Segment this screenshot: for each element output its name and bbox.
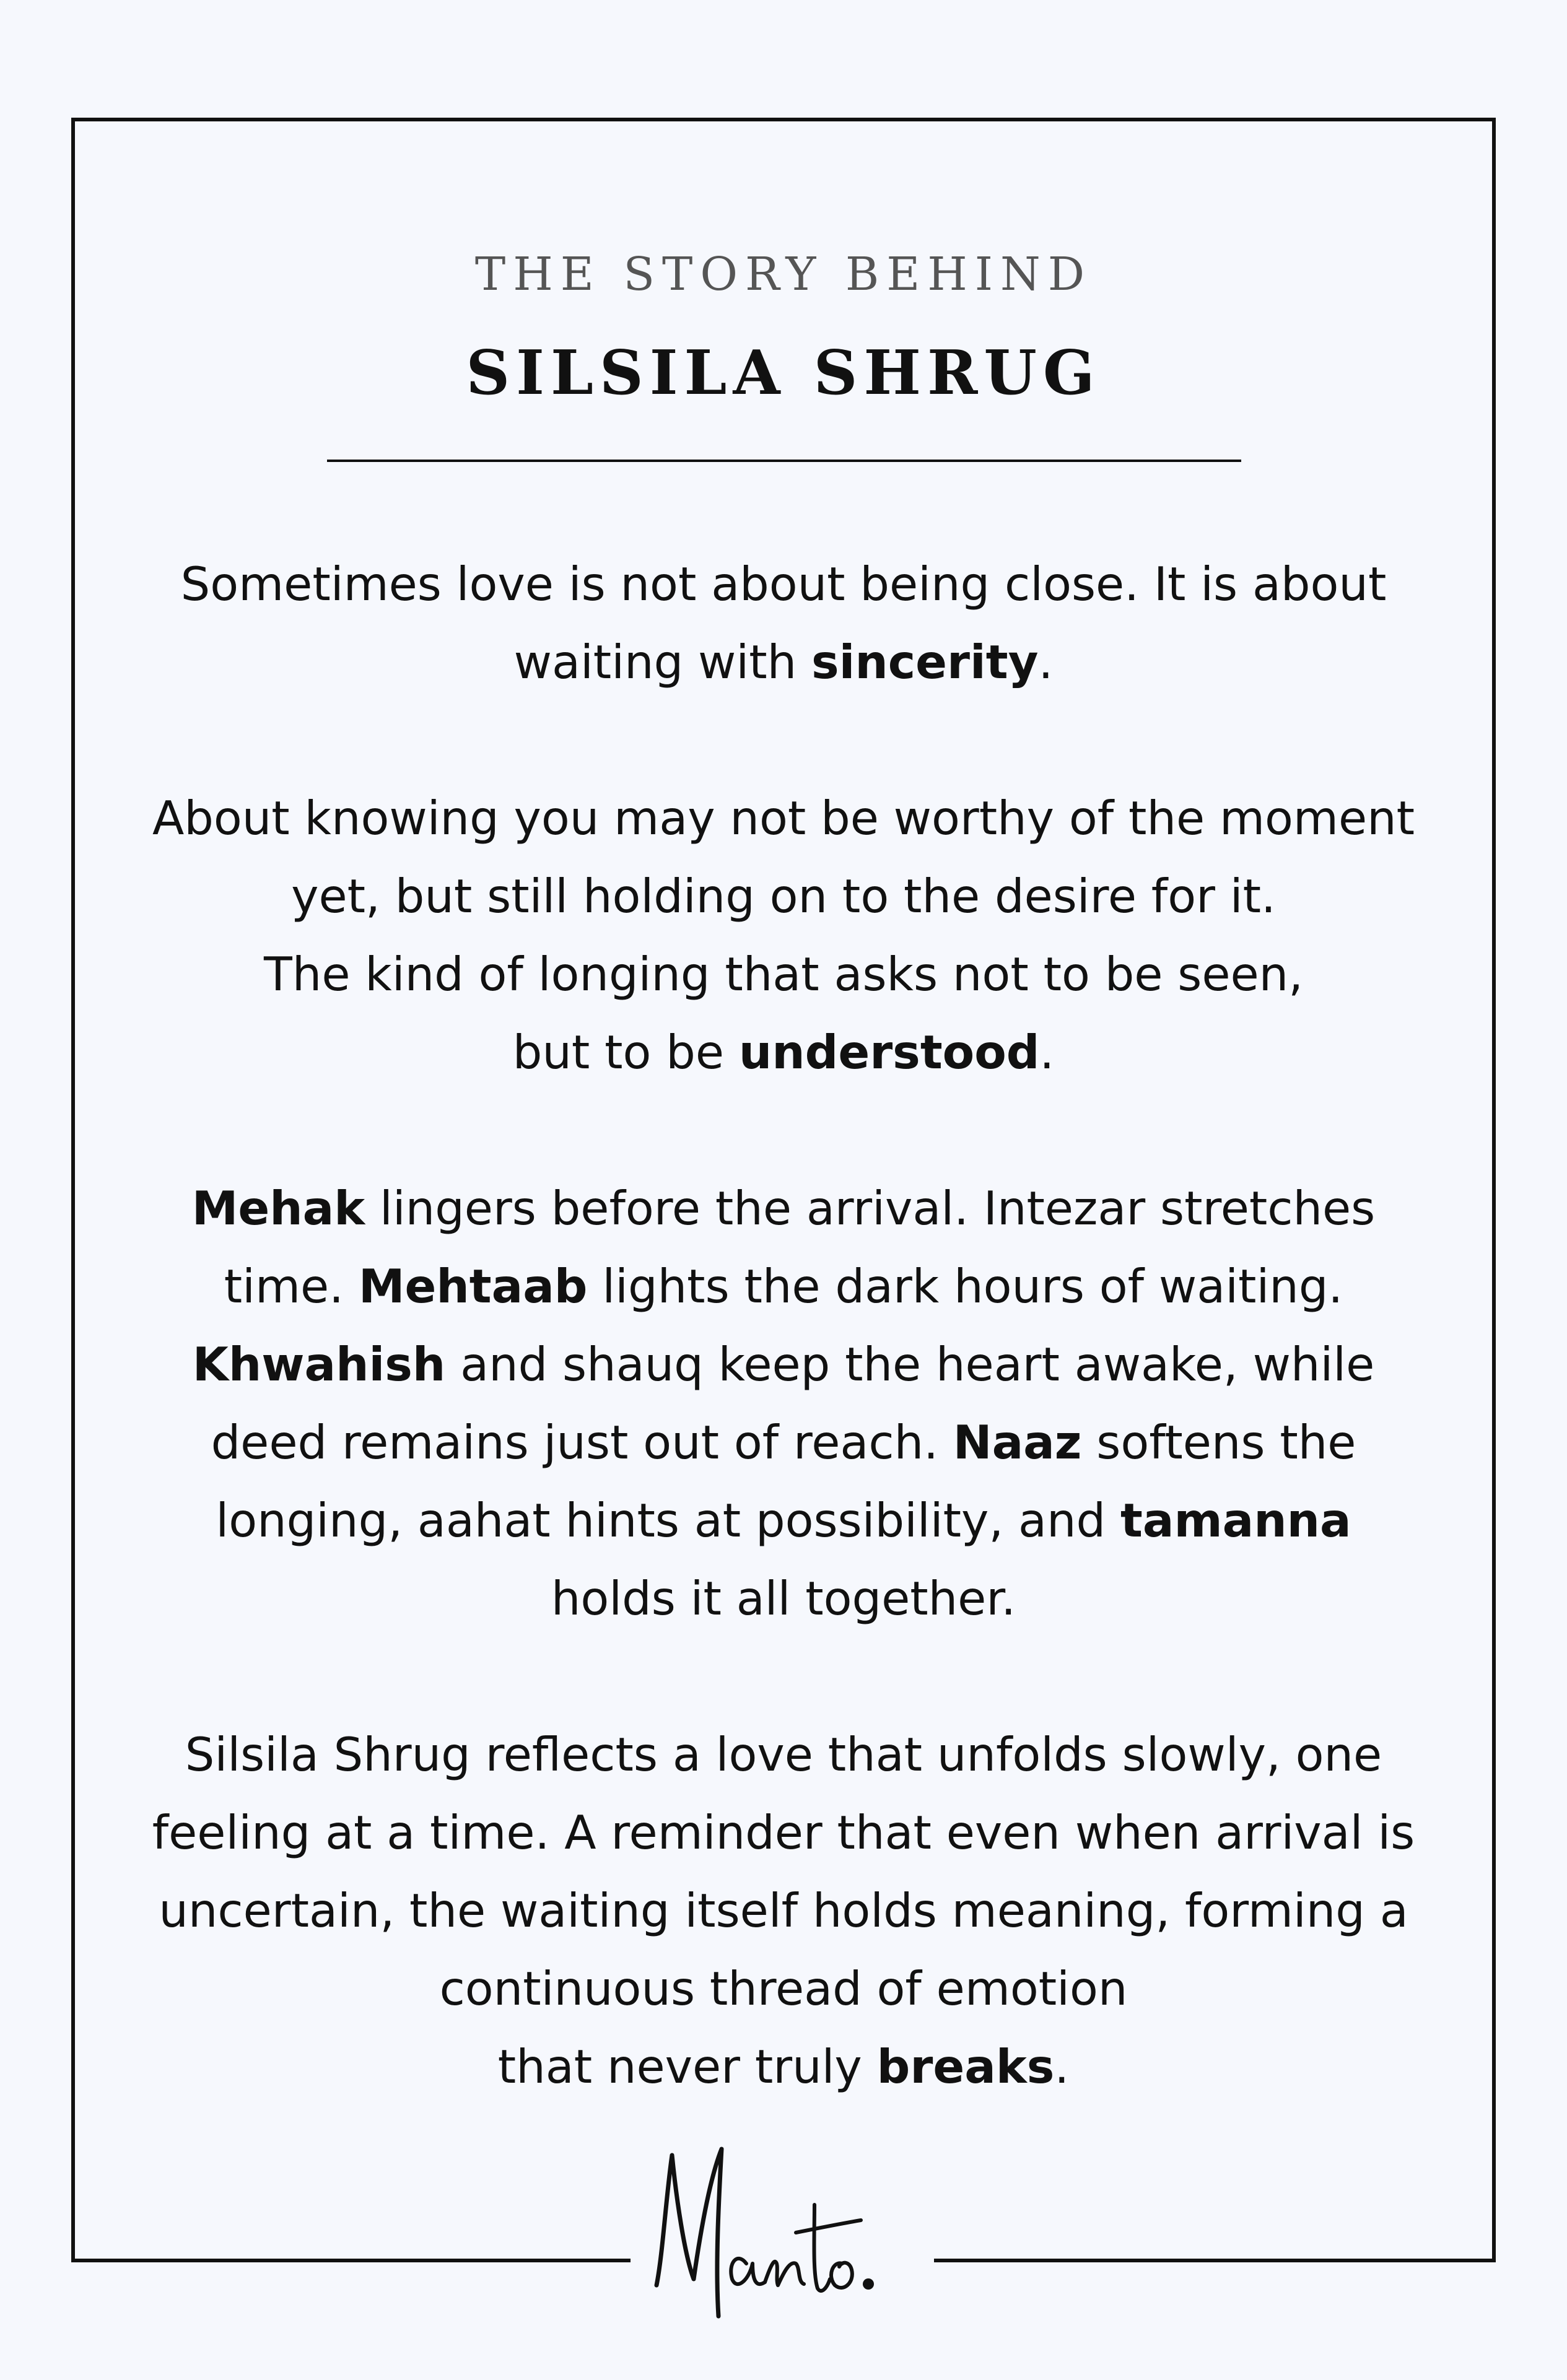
story-line: Sometimes love is not about being close. It is about <box>180 557 1387 611</box>
story-paragraph <box>124 1715 1443 2106</box>
story-line: Silsila Shrug reflects a love that unfolds slowly, one <box>185 1727 1382 1782</box>
emphasis-word: breaks <box>876 2039 1055 2094</box>
story-line: that never truly breaks. <box>497 2039 1070 2094</box>
emphasis-word: sincerity <box>811 635 1039 689</box>
story-paragraph <box>124 1169 1443 1637</box>
story-line: deed remains just out of reach. Naaz softens the <box>211 1415 1356 1470</box>
story-line: time. Mehtaab lights the dark hours of waiting. <box>224 1259 1343 1314</box>
story-line: feeling at a time. A reminder that even when arrival is <box>152 1805 1415 1860</box>
story-line: Mehak lingers before the arrival. Intezar stretches <box>191 1181 1376 1236</box>
story-line: continuous thread of emotion <box>439 1961 1128 2016</box>
title-divider <box>327 460 1241 462</box>
story-line: holds it all together. <box>551 1571 1016 1626</box>
eyebrow-heading: THE STORY BEHIND <box>474 248 1093 301</box>
emphasis-word: Khwahish <box>192 1337 446 1392</box>
story-body <box>124 545 1443 2184</box>
emphasis-word: Mehak <box>191 1181 365 1236</box>
story-paragraph <box>124 545 1443 701</box>
story-line: About knowing you may not be worthy of the moment <box>152 791 1415 845</box>
emphasis-word: Naaz <box>953 1415 1082 1470</box>
emphasis-word: understood <box>738 1025 1040 1079</box>
signature-logo <box>638 2130 929 2341</box>
story-line: longing, aahat hints at possibility, and tamanna <box>216 1493 1351 1548</box>
story-line: yet, but still holding on to the desire for it. <box>291 869 1276 923</box>
story-line: but to be understood. <box>512 1025 1055 1079</box>
story-line: Khwahish and shauq keep the heart awake, while <box>192 1337 1375 1392</box>
story-line: uncertain, the waiting itself holds meaning, forming a <box>159 1883 1408 1938</box>
story-line: waiting with sincerity. <box>513 635 1054 689</box>
page-title: SILSILA SHRUG <box>466 338 1101 409</box>
story-paragraph <box>124 779 1443 1091</box>
emphasis-word: Mehtaab <box>358 1259 588 1314</box>
story-line: The kind of longing that asks not to be seen, <box>263 947 1304 1001</box>
emphasis-word: tamanna <box>1120 1493 1351 1548</box>
